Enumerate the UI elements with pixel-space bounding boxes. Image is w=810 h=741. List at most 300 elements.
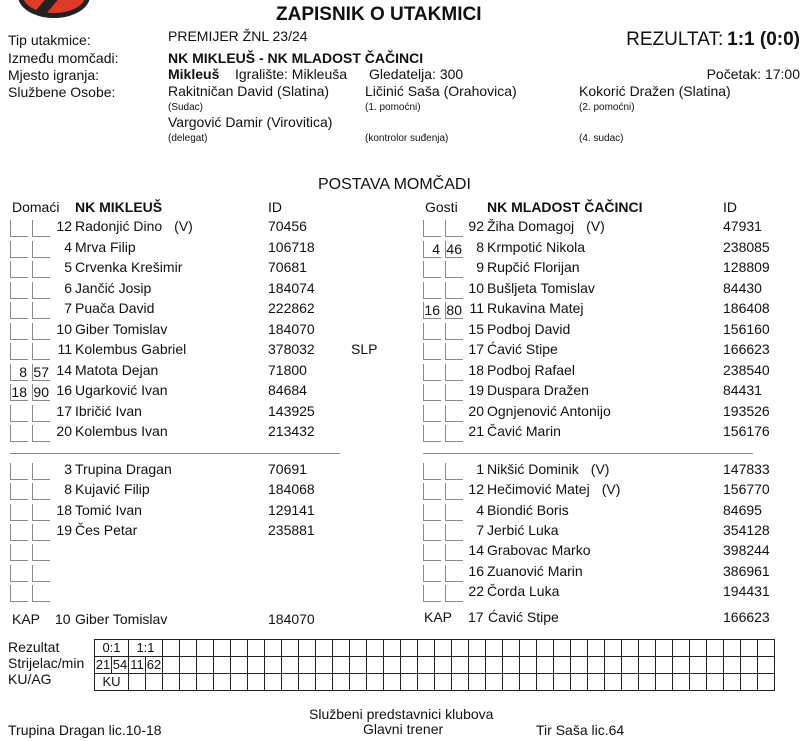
player-id: 184070 (268, 320, 315, 337)
score-grid-cell (384, 640, 401, 657)
score-grid-cell (214, 657, 231, 674)
minute-box (10, 524, 28, 541)
home-captain-id: 184070 (268, 611, 315, 627)
player-id: 70691 (268, 461, 307, 477)
score-grid-cell (503, 657, 520, 674)
footer-center: Glavni trener (363, 721, 444, 737)
player-id: 128809 (723, 259, 770, 275)
home-id-header: ID (268, 199, 282, 215)
player-number: 92 (468, 218, 484, 234)
minute-box (10, 220, 28, 237)
score-grid-cell (384, 674, 401, 691)
player-name-text: Radonjić Dino (75, 218, 163, 234)
player-name (487, 461, 609, 477)
minute-box (423, 504, 441, 521)
minute-box (423, 585, 441, 602)
player-number: 17 (468, 341, 484, 357)
score-grid-cell (724, 674, 741, 691)
player-number: 20 (56, 423, 72, 439)
player-name (487, 259, 580, 275)
home-team-name: NK MIKLEUŠ (75, 199, 163, 215)
score-grid-cell (146, 674, 163, 691)
player-name (487, 321, 570, 337)
minute-box (10, 463, 28, 480)
score-grid-cell (622, 674, 639, 691)
home-captain-num: 10 (55, 611, 71, 627)
score-grid-cell (163, 657, 180, 674)
score-grid-cell (180, 657, 197, 674)
minute-box (423, 425, 441, 442)
footer-left: Trupina Dragan lic.10-18 (8, 722, 162, 738)
score-grid-cell (622, 640, 639, 657)
minute-box (10, 241, 28, 258)
player-name (75, 403, 142, 419)
score-grid-cell (435, 640, 452, 657)
player-name (75, 423, 168, 439)
player-number: 10 (56, 320, 72, 337)
player-number: 14 (56, 361, 72, 378)
player-number: 7 (64, 300, 72, 316)
score-grid-row (95, 674, 775, 691)
home-side-label: Domaći (12, 199, 60, 215)
player-name-text: Duspara Dražen (487, 382, 589, 398)
player-id: 156176 (723, 423, 770, 439)
result-value: 1:1 (0:0) (727, 29, 800, 50)
player-name-text: Jerbić Luka (487, 521, 559, 538)
divider (10, 453, 340, 454)
label-mjesto: Mjesto igranja: (8, 67, 100, 83)
score-grid-cell (265, 674, 282, 691)
away-captain-id: 166623 (723, 609, 770, 625)
player-name (75, 502, 142, 518)
player-name (487, 403, 611, 419)
score-grid-cell (469, 674, 486, 691)
minute-box (423, 323, 441, 340)
score-grid-cell (503, 640, 520, 657)
score-grid-cell (350, 657, 367, 674)
away-team-name: NK MLADOST ČAČINCI (487, 199, 643, 215)
player-number: 1 (476, 461, 484, 477)
player-number: 5 (64, 259, 72, 275)
player-name-text: Matota Dejan (75, 361, 159, 378)
player-name-text: Crvenka Krešimir (75, 259, 183, 275)
player-number: 3 (64, 461, 72, 477)
player-id: 47931 (723, 218, 762, 234)
player-name-text: Kolembus Ivan (75, 423, 168, 439)
score-grid-cell (163, 640, 180, 657)
score-grid-cell (418, 657, 435, 674)
minute-box: 57 (33, 363, 49, 380)
grid-label-rezultat: Rezultat (8, 639, 60, 655)
score-grid-cell (418, 640, 435, 657)
player-name (75, 481, 150, 497)
minute-box (423, 524, 441, 541)
player-name (487, 239, 585, 255)
player-id: 70681 (268, 259, 307, 275)
score-grid-cell (690, 657, 707, 674)
player-name (487, 481, 620, 497)
score-grid-cell (299, 640, 316, 657)
player-name-text: Čes Petar (75, 521, 138, 538)
score-grid-cell (741, 657, 758, 674)
player-name-text: Zuanović Marin (487, 562, 583, 579)
score-grid-cell (367, 640, 384, 657)
lineup-title: POSTAVA MOMČADI (318, 176, 471, 193)
player-name (75, 321, 167, 337)
player-name-text: Ćavić Stipe (487, 341, 558, 357)
away-captain-label: KAP (424, 609, 453, 625)
official-role: (Sudac) (168, 102, 204, 113)
grid-label-kuag: KU/AG (8, 671, 52, 687)
score-grid-cell (316, 674, 333, 691)
player-number: 16 (56, 382, 72, 398)
score-grid-cell: 54 (112, 657, 128, 672)
player-name-text: Grabovac Marko (487, 542, 591, 559)
score-grid-cell (656, 640, 673, 657)
minute-box (423, 343, 441, 360)
score-grid-cell (673, 657, 690, 674)
score-grid-row (95, 657, 775, 674)
minute-box (10, 261, 28, 278)
player-number: 19 (56, 521, 72, 538)
score-grid-cell (265, 640, 282, 657)
result-block (626, 29, 800, 51)
kickoff: Početak: 17:00 (706, 66, 800, 82)
score-grid-cell (316, 640, 333, 657)
minute-box (423, 483, 441, 500)
player-id: 398244 (723, 542, 770, 559)
official-name: Rakitničan David (Slatina) (168, 83, 330, 99)
minute-box (32, 585, 50, 602)
score-grid-cell (248, 640, 265, 657)
player-name-text: Rupčić Florijan (487, 259, 580, 275)
away-side-label: Gosti (425, 199, 458, 215)
player-number: 6 (64, 279, 72, 296)
result-label: REZULTAT: (626, 29, 724, 50)
label-tip: Tip utakmice: (8, 32, 91, 48)
score-grid-cell (486, 674, 503, 691)
score-grid-cell (452, 640, 469, 657)
score-grid-cell: 11 (130, 657, 144, 672)
score-grid-cell (571, 674, 588, 691)
player-name (487, 542, 590, 558)
player-name (75, 522, 137, 538)
away-captain-num: 17 (468, 609, 484, 625)
player-id: 184068 (268, 481, 315, 498)
score-grid-cell (758, 674, 775, 691)
player-name-text: Tomić Ivan (75, 501, 142, 518)
player-name-text: Ognjenović Antonijo (487, 402, 611, 419)
score-grid-cell (605, 657, 622, 674)
score-grid-cell (690, 674, 707, 691)
score-grid-cell (656, 674, 673, 691)
player-name-text: Jančić Josip (75, 279, 152, 296)
score-grid-cell (180, 674, 197, 691)
score-grid-cell (299, 657, 316, 674)
player-number: 4 (64, 238, 72, 255)
minute-box (10, 302, 28, 319)
player-number: 4 (476, 501, 484, 518)
minute-box (423, 565, 441, 582)
score-grid-cell (554, 640, 571, 657)
minute-box (10, 585, 28, 602)
score-grid-cell (554, 674, 571, 691)
player-name (75, 239, 136, 255)
label-osobe: Službene Osobe: (8, 84, 116, 100)
minute-box (423, 405, 441, 422)
player-id: 106718 (268, 238, 315, 255)
score-grid-cell (418, 674, 435, 691)
score-grid-cell (673, 674, 690, 691)
score-grid-cell (571, 657, 588, 674)
score-grid-cell (197, 640, 214, 657)
score-grid-cell (673, 640, 690, 657)
score-grid-cell (724, 657, 741, 674)
minute-box (423, 544, 441, 561)
player-number: 16 (468, 562, 484, 579)
player-id: 143925 (268, 402, 315, 419)
spectators: Gledatelja: 300 (369, 66, 464, 82)
minute-box (10, 504, 28, 521)
player-name-text: Nikšić Dominik (487, 461, 579, 477)
player-name-text: Čavić Marin (487, 423, 561, 439)
minute-box: 80 (446, 302, 462, 318)
player-id: 186408 (723, 300, 770, 316)
player-id: 84684 (268, 382, 307, 398)
score-grid-cell (758, 640, 775, 657)
score-grid-cell (231, 674, 248, 691)
score-grid-cell (469, 640, 486, 657)
player-name-text: Bušljeta Tomislav (487, 279, 595, 296)
player-name (75, 259, 182, 275)
score-grid-cell (435, 674, 452, 691)
club-logo (18, 0, 90, 18)
home-captain-name: Giber Tomislav (75, 611, 168, 627)
minute-box (423, 463, 441, 480)
score-grid-cell (605, 674, 622, 691)
player-name (487, 502, 569, 518)
score-grid-cell (520, 640, 537, 657)
score-grid-cell (452, 674, 469, 691)
player-name (487, 341, 558, 357)
player-id: 129141 (268, 501, 315, 518)
score-grid-cell (435, 657, 452, 674)
player-number: 18 (468, 361, 484, 378)
minute-box (10, 343, 28, 360)
minute-box: 90 (33, 384, 49, 400)
player-id: 238540 (723, 361, 770, 378)
score-grid-cell (486, 640, 503, 657)
footer-right: Tir Saša lic.64 (536, 722, 625, 738)
player-id: 71800 (268, 361, 307, 378)
official-role: (kontrolor suđenja) (365, 133, 449, 144)
score-grid-cell (537, 657, 554, 674)
player-id: 238085 (723, 238, 770, 255)
score-grid-cell (282, 674, 299, 691)
player-number: 12 (56, 218, 72, 234)
minute-box (10, 425, 28, 442)
player-name (75, 218, 193, 234)
player-name-text: Trupina Dragan (75, 461, 172, 477)
player-role-mark: (V) (174, 218, 193, 234)
player-id: 147833 (723, 461, 770, 477)
player-id: 156160 (723, 320, 770, 337)
minute-box (10, 565, 28, 582)
minute-box (423, 282, 441, 299)
score-grid-cell (333, 640, 350, 657)
official-name: Ličinić Saša (Orahovica) (365, 83, 517, 99)
score-grid-cell (129, 674, 146, 691)
score-grid-cell (469, 657, 486, 674)
score-grid-cell (520, 657, 537, 674)
player-id: 184074 (268, 279, 315, 296)
minute-box: 16 (424, 302, 440, 318)
score-grid-cell (741, 640, 758, 657)
score-grid-cell (724, 640, 741, 657)
player-number: 7 (476, 521, 484, 538)
player-name-text: Podboj Rafael (487, 361, 575, 378)
score-grid-cell (197, 674, 214, 691)
score-grid-cell: 1:1 (129, 640, 163, 657)
match-teams: NK MIKLEUŠ - NK MLADOST ČAČINCI (168, 50, 424, 66)
player-name (75, 461, 172, 477)
score-grid-cell (231, 657, 248, 674)
score-grid-row (95, 640, 775, 657)
player-name (487, 583, 559, 599)
player-name-text: Žiha Domagoj (487, 218, 575, 234)
minute-box (10, 282, 28, 299)
player-name-text: Krmpotić Nikola (487, 238, 586, 255)
minute-box (10, 544, 28, 561)
player-number: 21 (468, 423, 484, 439)
home-captain-label: KAP (12, 611, 41, 627)
score-grid-cell (384, 657, 401, 674)
player-name-text: Rukavina Matej (487, 300, 584, 316)
score-grid-cell (571, 640, 588, 657)
score-grid-cell (554, 657, 571, 674)
score-grid-cell (622, 657, 639, 674)
player-name-text: Biondić Boris (487, 501, 569, 518)
player-name-text: Čorda Luka (487, 582, 560, 599)
score-grid-cell (299, 674, 316, 691)
official-name: Vargović Damir (Virovitica) (168, 114, 333, 130)
player-name (75, 362, 158, 378)
footer-title: Službeni predstavnici klubova (309, 706, 494, 722)
minute-box: 8 (10, 364, 28, 381)
score-grid-cell (180, 640, 197, 657)
score-grid-cell (486, 657, 503, 674)
score-grid-cell (350, 640, 367, 657)
player-name (487, 563, 583, 579)
score-grid-cell (639, 674, 656, 691)
score-grid-cell (588, 657, 605, 674)
player-number: 18 (56, 501, 72, 518)
minute-box (423, 220, 441, 237)
minute-box (10, 483, 28, 500)
score-grid-cell: 21 (95, 657, 111, 672)
player-role-mark: (V) (590, 461, 610, 477)
score-grid-cell (248, 674, 265, 691)
player-id: 156770 (723, 481, 770, 498)
grid-label-strijelac: Strijelac/min (8, 655, 85, 671)
score-grid-cell (231, 640, 248, 657)
player-number: 11 (469, 300, 484, 316)
score-grid-cell (367, 674, 384, 691)
score-grid-cell (520, 674, 537, 691)
player-number: 17 (56, 402, 72, 419)
player-name (487, 362, 575, 378)
player-id: 70456 (268, 218, 307, 234)
divider (423, 453, 753, 454)
player-number: 15 (468, 320, 484, 337)
minute-box (423, 384, 441, 401)
score-grid-cell (707, 640, 724, 657)
minute-box (32, 565, 50, 582)
minute-box (10, 323, 28, 340)
player-name-text: Ugarković Ivan (75, 382, 168, 398)
player-role-mark: (V) (586, 218, 605, 234)
score-grid-cell (282, 657, 299, 674)
score-grid-cell (214, 674, 231, 691)
document-title: ZAPISNIK O UTAKMICI (276, 4, 482, 25)
minute-box (423, 261, 441, 278)
score-grid-cell (639, 640, 656, 657)
score-grid-cell (503, 674, 520, 691)
official-name: Kokorić Dražen (Slatina) (579, 83, 731, 99)
player-id: 166623 (723, 341, 770, 357)
score-grid-cell: 62 (146, 657, 162, 672)
official-role: (1. pomoćni) (365, 102, 421, 113)
player-name (75, 382, 168, 398)
player-name (75, 300, 154, 316)
score-grid-cell (656, 657, 673, 674)
player-id: 354128 (723, 521, 770, 538)
score-grid-cell (605, 640, 622, 657)
player-number: 10 (468, 279, 484, 296)
competition-value: PREMIJER ŽNL 23/24 (168, 28, 308, 44)
player-id: 84430 (723, 279, 762, 296)
player-name (487, 300, 584, 316)
score-grid-cell (316, 657, 333, 674)
away-captain-name: Ćavić Stipe (488, 609, 559, 625)
minute-box: 4 (423, 241, 441, 258)
score-grid-cell (333, 657, 350, 674)
minute-box (10, 405, 28, 422)
player-name-text: Hečimović Matej (487, 481, 590, 498)
minute-box (32, 544, 50, 561)
score-grid-cell (707, 657, 724, 674)
player-id: 213432 (268, 423, 315, 439)
player-id: 84695 (723, 501, 762, 518)
minute-box (423, 364, 441, 381)
minute-box: 46 (446, 240, 462, 257)
player-number: 20 (468, 402, 484, 419)
player-number: 8 (476, 238, 484, 255)
ground: Igralište: Mikleuša (235, 66, 348, 82)
score-grid-cell (350, 674, 367, 691)
score-grid-cell (639, 657, 656, 674)
player-name-text: Puača David (75, 300, 155, 316)
score-grid-cell (758, 657, 775, 674)
player-role-mark: (V) (601, 481, 621, 498)
score-grid-cell (588, 640, 605, 657)
score-grid-cell (401, 657, 418, 674)
player-name-text: Kolembus Gabriel (75, 341, 187, 357)
official-role: (2. pomoćni) (579, 102, 635, 113)
score-grid-cell (197, 657, 214, 674)
score-grid-cell (452, 657, 469, 674)
player-number: 12 (468, 481, 484, 498)
